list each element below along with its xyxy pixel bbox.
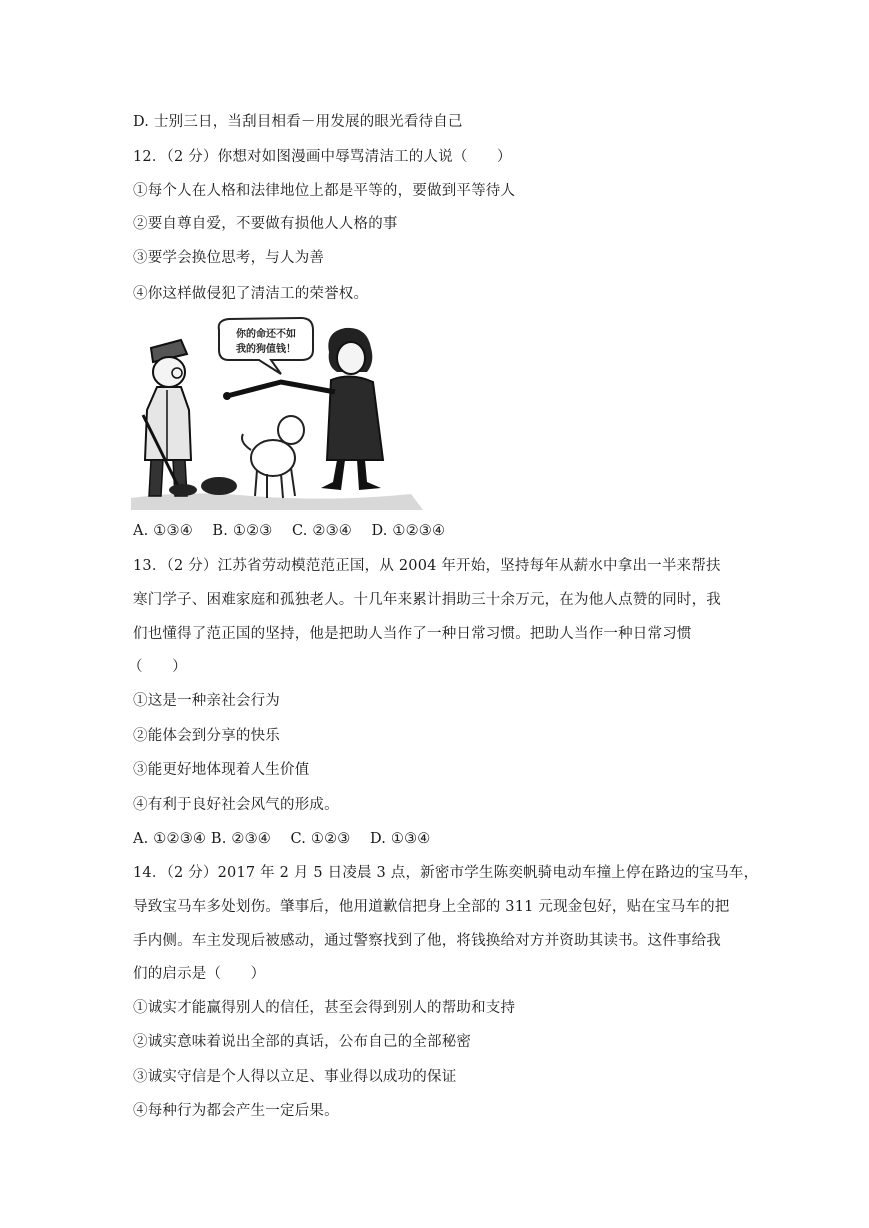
q14-stem-line-3: 手内侧。车主发现后被感动，通过警察找到了他，将钱换给对方并资助其读书。这件事给我 — [133, 933, 721, 949]
q13-stem-line-3: 们也懂得了范正国的坚持，他是把助人当作了一种日常习惯。把助人当作一种日常习惯 — [133, 626, 692, 642]
q13-item-3: ③能更好地体现着人生价值 — [133, 762, 310, 778]
q13-choices: A. ①②③④ B. ②③④ C. ①②③ D. ①③④ — [133, 831, 431, 847]
q12-item-2: ②要自尊自爱，不要做有损他人人格的事 — [133, 216, 398, 232]
q12-item-3: ③要学会换位思考，与人为善 — [133, 250, 325, 266]
q13-item-4: ④有利于良好社会风气的形成。 — [133, 797, 339, 813]
q13-item-1: ①这是一种亲社会行为 — [133, 693, 280, 709]
cartoon-caption-line2: 我的狗值钱！ — [236, 344, 296, 355]
q12-item-4: ④你这样做侵犯了清洁工的荣誉权。 — [133, 286, 369, 302]
q14-item-3: ③诚实守信是个人得以立足、事业得以成功的保证 — [133, 1069, 457, 1085]
cartoon-caption-line1: 你的命还不如 — [236, 329, 296, 340]
q12-item-1: ①每个人在人格和法律地位上都是平等的，要做到平等待人 — [133, 183, 516, 199]
q14-stem-line-1: 14．（2 分）2017 年 2 月 5 日凌晨 3 点，新密市学生陈奕帆骑电动车撞上停在路边的宝马车， — [133, 865, 759, 881]
q14-item-4: ④每种行为都会产生一定后果。 — [133, 1103, 339, 1119]
cartoon-illustration — [131, 310, 423, 510]
q11-option-d: D. 士别三日，当刮目相看－用发展的眼光看待自己 — [133, 114, 463, 130]
q14-stem-line-2: 导致宝马车多处划伤。肇事后，他用道歉信把身上全部的 311 元现金包好，贴在宝马车的把 — [133, 899, 730, 915]
q13-stem-line-1: 13．（2 分）江苏省劳动模范范正国，从 2004 年开始，坚持每年从薪水中拿出一半来帮扶 — [133, 558, 721, 574]
q12-choices: A. ①③④ B. ①②③ C. ②③④ D. ①②③④ — [133, 523, 446, 539]
q13-item-2: ②能体会到分享的快乐 — [133, 728, 280, 744]
q12-stem: 12．（2 分）你想对如图漫画中辱骂清洁工的人说（ ） — [133, 149, 512, 165]
q14-stem-line-4: 们的启示是（ ） — [133, 966, 266, 982]
q13-stem-line-2: 寒门学子、困难家庭和孤独老人。十几年来累计捐助三十余万元，在为他人点赞的同时，我 — [133, 592, 721, 608]
q13-stem-line-4: （ ） — [128, 659, 187, 675]
q14-item-2: ②诚实意味着说出全部的真话，公布自己的全部秘密 — [133, 1034, 472, 1050]
q14-item-1: ①诚实才能赢得别人的信任，甚至会得到别人的帮助和支持 — [133, 1000, 516, 1016]
